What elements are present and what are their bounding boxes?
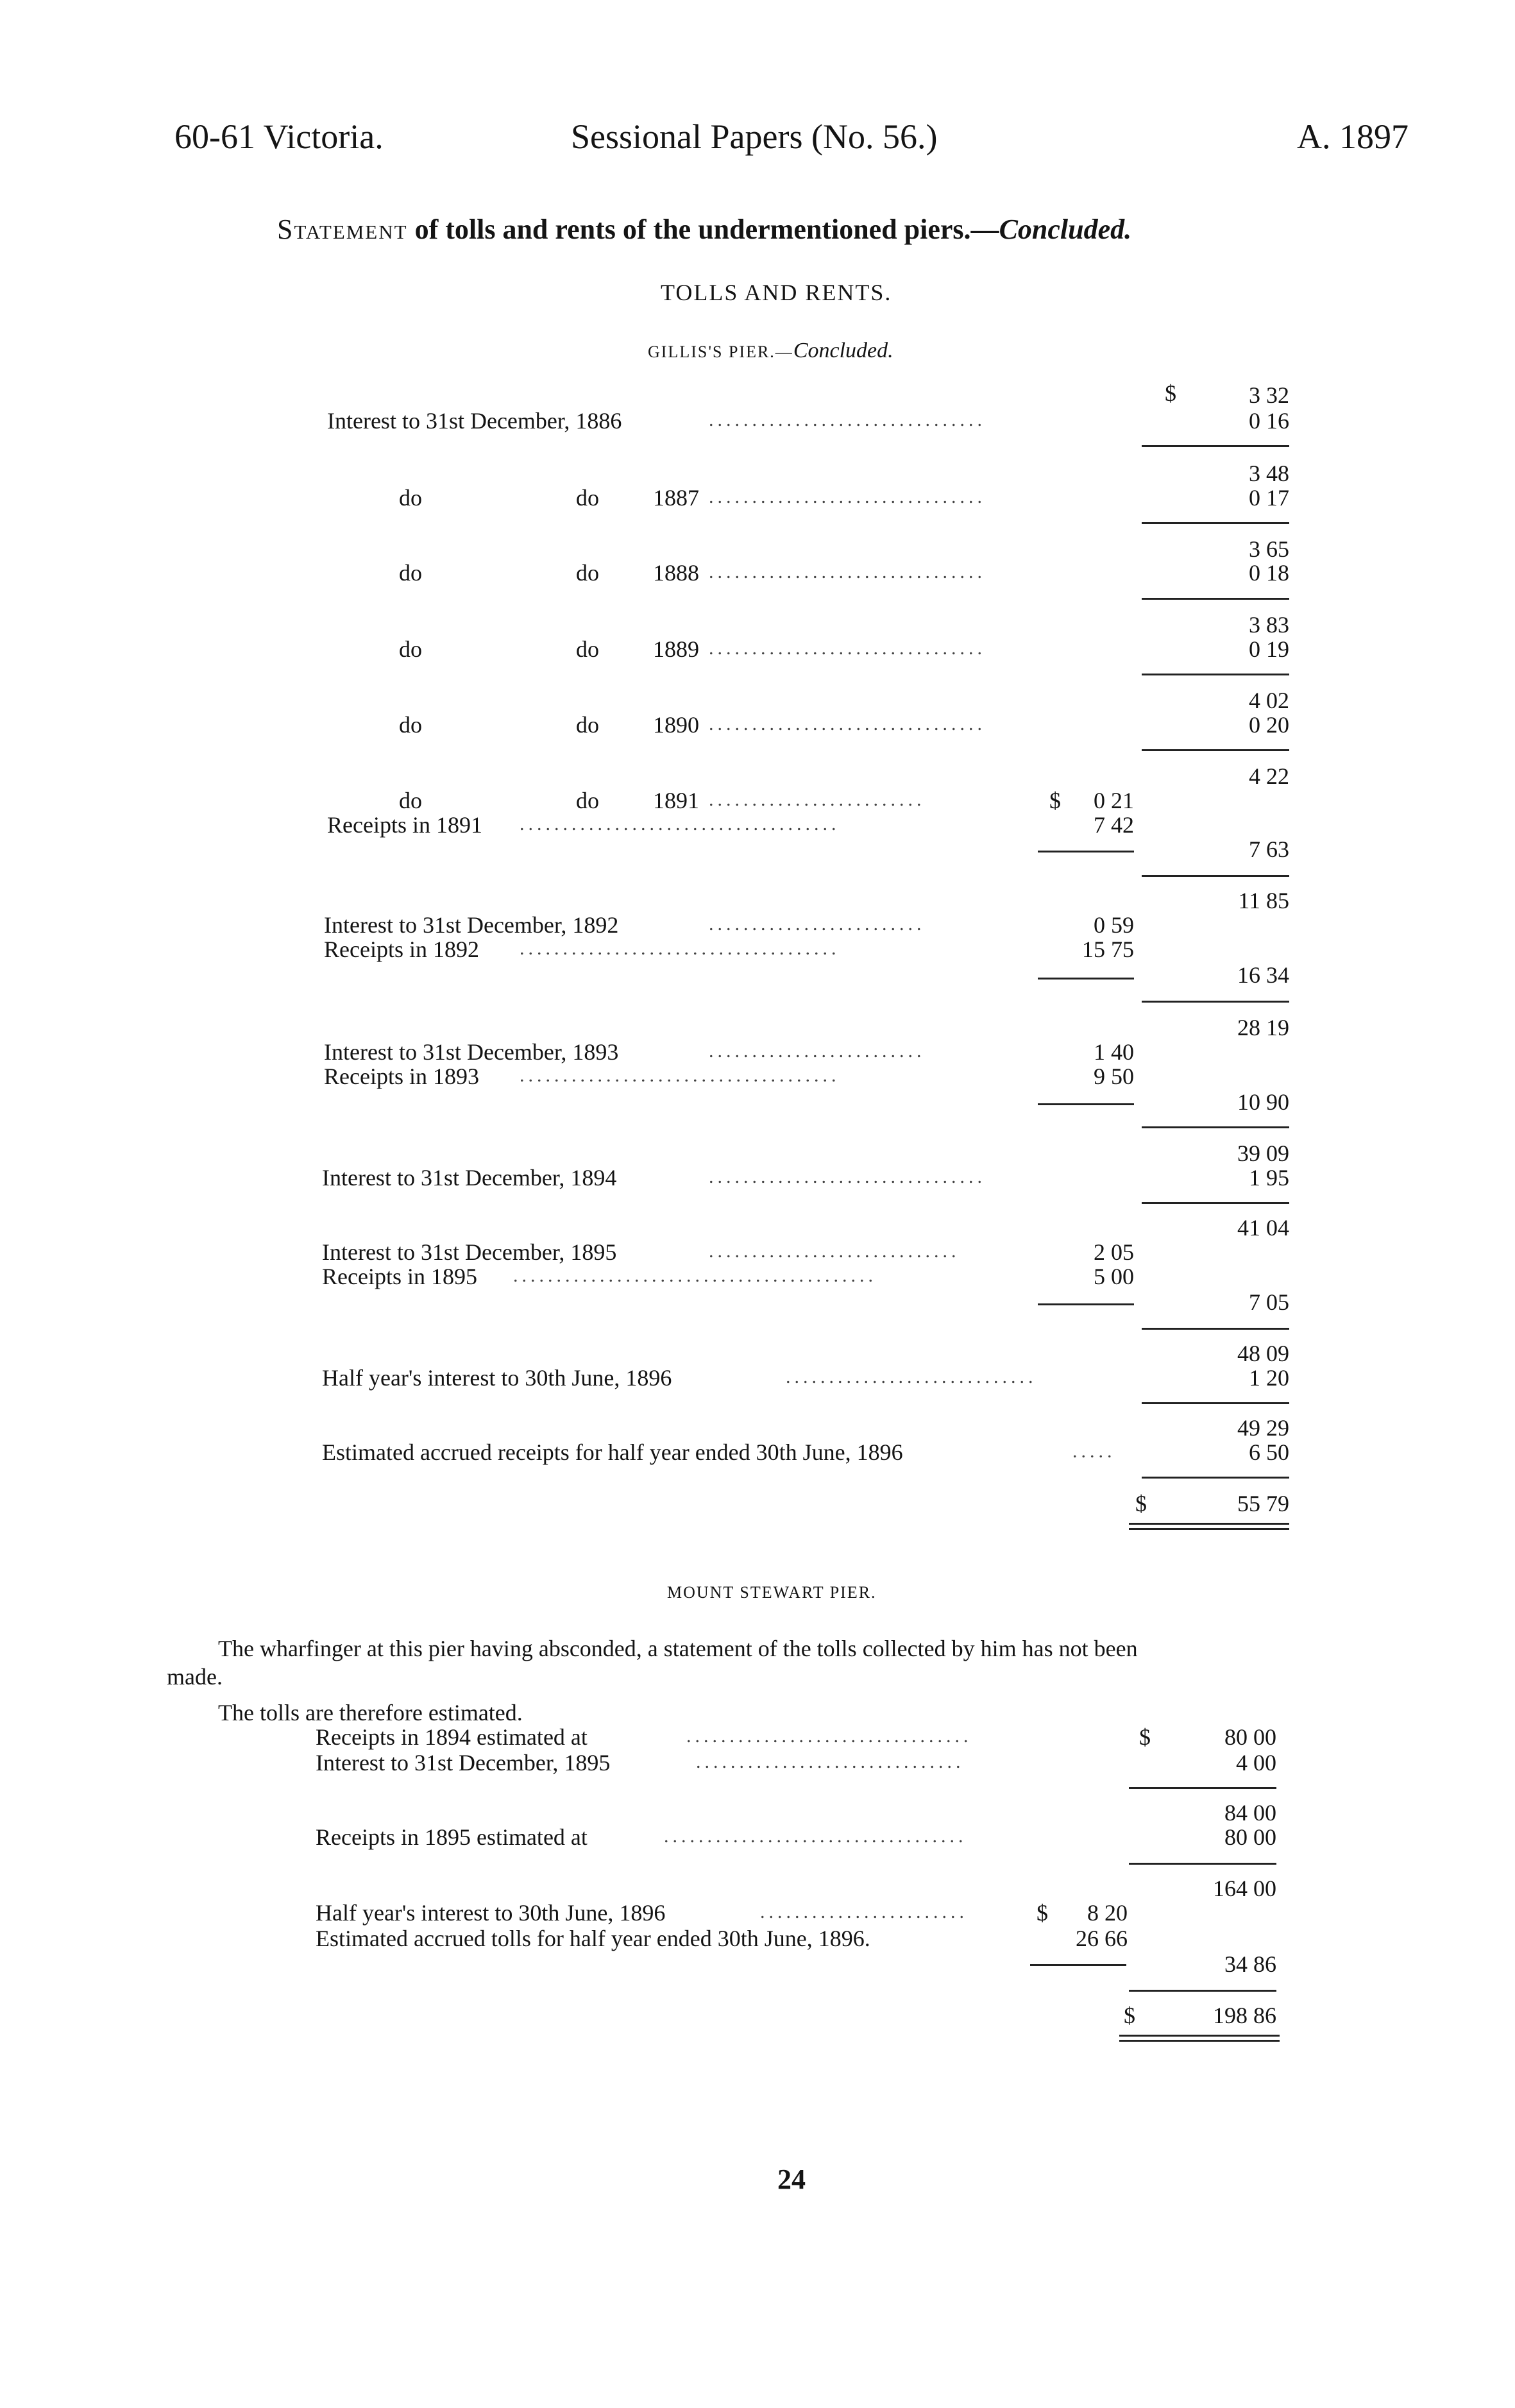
ditto-a: do	[399, 788, 422, 813]
rule	[1142, 1402, 1289, 1404]
leader-dots: .........................	[709, 789, 926, 810]
row-label: Half year's interest to 30th June, 1896	[316, 1900, 666, 1926]
currency-symbol: $	[1037, 1900, 1048, 1926]
group-sum: 7 05	[1249, 1289, 1289, 1315]
header-center: Sessional Papers (No. 56.)	[571, 117, 938, 156]
rule	[1142, 598, 1289, 600]
title-lead: Statement	[277, 214, 408, 245]
header-right: A. 1897	[1297, 117, 1409, 156]
row-value: 1 20	[1249, 1365, 1289, 1391]
paragraph: The wharfinger at this pier having absconded, a statement of the tolls collected by him has not been	[218, 1636, 1138, 1661]
row-value: 1 95	[1249, 1165, 1289, 1191]
group-sum: 10 90	[1237, 1089, 1289, 1115]
row-label: Interest to 31st December, 1895	[322, 1239, 617, 1265]
row-value: 0 20	[1249, 712, 1289, 738]
currency-symbol: $	[1124, 2003, 1135, 2028]
row-label: Estimated accrued tolls for half year ended 30th June, 1896.	[316, 1926, 870, 1951]
rule	[1142, 1328, 1289, 1330]
currency-symbol: $	[1135, 1491, 1147, 1516]
ditto-a: do	[399, 636, 422, 662]
leader-dots: ...............................	[696, 1751, 965, 1772]
title-emph: Concluded.	[999, 214, 1132, 245]
row-value: 0 19	[1249, 636, 1289, 662]
double-rule	[1119, 2035, 1280, 2042]
leader-dots: .........................	[709, 1040, 926, 1062]
gillis-heading: GILLIS'S PIER.—Concluded.	[648, 339, 893, 362]
inner-value: 8 20	[1087, 1900, 1128, 1926]
leader-dots: .............................	[709, 1241, 960, 1262]
leader-dots: .............................	[786, 1366, 1037, 1387]
ditto-b: do	[576, 636, 599, 662]
ditto-b: do	[576, 788, 599, 813]
row-label: Interest to 31st December, 1893	[324, 1039, 619, 1065]
section-subtitle: TOLLS AND RENTS.	[661, 280, 892, 305]
row-label: Receipts in 1893	[324, 1064, 479, 1089]
row-label: Interest to 31st December, 1894	[322, 1165, 617, 1191]
leader-dots: ................................	[709, 486, 986, 507]
ditto-a: do	[399, 485, 422, 511]
double-rule	[1129, 1523, 1289, 1530]
leader-dots: ................................	[709, 638, 986, 659]
ditto-b: do	[576, 560, 599, 586]
row-year: 1888	[653, 560, 699, 586]
rule	[1142, 1202, 1289, 1204]
leader-dots: ................................	[709, 1166, 986, 1187]
row-label: Receipts in 1895 estimated at	[316, 1824, 588, 1850]
gillis-total: 55 79	[1237, 1491, 1289, 1516]
leader-dots: .....	[1072, 1441, 1116, 1462]
page-title	[277, 216, 1131, 244]
row-balance: 3 65	[1249, 536, 1289, 562]
row-year: 1890	[653, 712, 699, 738]
row-value: 80 00	[1224, 1824, 1276, 1850]
inner-value: 15 75	[1082, 937, 1134, 962]
row-value: 4 00	[1236, 1750, 1276, 1776]
row-label: Estimated accrued receipts for half year ended 30th June, 1896	[322, 1439, 903, 1465]
leader-dots: .........................	[709, 913, 926, 935]
ditto-a: do	[399, 712, 422, 738]
leader-dots: ................................	[709, 409, 986, 430]
rule	[1142, 674, 1289, 675]
row-year: 1891	[653, 788, 699, 813]
row-value: 0 18	[1249, 560, 1289, 586]
inner-value: 2 05	[1094, 1239, 1134, 1265]
leader-dots: .....................................	[520, 813, 840, 835]
row-label: Interest to 31st December, 1892	[324, 912, 619, 938]
rule	[1142, 522, 1289, 524]
rule	[1038, 1103, 1134, 1105]
rule	[1129, 1787, 1276, 1789]
currency-symbol: $	[1165, 380, 1176, 406]
mount-stewart-heading: MOUNT STEWART PIER.	[667, 1583, 877, 1602]
rule	[1129, 1863, 1276, 1865]
currency-symbol: $	[1139, 1724, 1151, 1750]
leader-dots: ........................	[760, 1901, 968, 1922]
row-label: Receipts in 1891	[327, 812, 482, 838]
group-sum: 34 86	[1224, 1951, 1276, 1977]
rule	[1142, 1001, 1289, 1003]
rule	[1129, 1990, 1276, 1992]
paragraph: The tolls are therefore estimated.	[218, 1700, 523, 1725]
row-label: Receipts in 1894 estimated at	[316, 1724, 588, 1750]
row-label: Interest to 31st December, 1886	[327, 408, 622, 434]
row-balance: 11 85	[1238, 888, 1289, 913]
rule	[1038, 978, 1134, 979]
rule	[1030, 1964, 1126, 1966]
row-balance: 39 09	[1237, 1140, 1289, 1166]
inner-value: 5 00	[1094, 1264, 1134, 1289]
ditto-b: do	[576, 485, 599, 511]
page-number: 24	[777, 2164, 806, 2195]
leader-dots: ................................	[709, 713, 986, 734]
rule	[1142, 445, 1289, 447]
row-balance: 41 04	[1237, 1215, 1289, 1241]
inner-value: 7 42	[1094, 812, 1134, 838]
group-sum: 16 34	[1237, 962, 1289, 988]
row-year: 1887	[653, 485, 699, 511]
rule	[1038, 1303, 1134, 1305]
rule	[1142, 749, 1289, 751]
row-label: Receipts in 1895	[322, 1264, 477, 1289]
inner-value: 26 66	[1076, 1926, 1128, 1951]
row-year: 1889	[653, 636, 699, 662]
row-value: 6 50	[1249, 1439, 1289, 1465]
row-balance: 28 19	[1237, 1015, 1289, 1040]
group-sum: 7 63	[1249, 836, 1289, 862]
row-balance: 48 09	[1237, 1341, 1289, 1366]
subtotal: 84 00	[1224, 1800, 1276, 1826]
inner-value: 0 21	[1094, 788, 1134, 813]
rule	[1142, 1477, 1289, 1479]
ditto-a: do	[399, 560, 422, 586]
row-value: 80 00	[1224, 1724, 1276, 1750]
mount-stewart-total: 198 86	[1213, 2003, 1276, 2028]
row-label: Receipts in 1892	[324, 937, 479, 962]
inner-value: 9 50	[1094, 1064, 1134, 1089]
paragraph: made.	[167, 1664, 223, 1690]
leader-dots: ..........................................	[513, 1265, 877, 1286]
row-label: Interest to 31st December, 1895	[316, 1750, 611, 1776]
leader-dots: ...................................	[664, 1826, 967, 1847]
inner-value: 0 59	[1094, 912, 1134, 938]
row-balance: 4 02	[1249, 688, 1289, 713]
leader-dots: .................................	[686, 1725, 972, 1747]
row-balance: 3 48	[1249, 461, 1289, 486]
rule	[1038, 851, 1134, 852]
row-balance: 4 22	[1249, 763, 1289, 789]
title-body: of tolls and rents of the undermentioned piers.—	[414, 214, 999, 245]
leader-dots: .....................................	[520, 938, 840, 959]
header-left: 60-61 Victoria.	[174, 117, 384, 156]
currency-symbol: $	[1049, 788, 1061, 813]
row-value: 0 16	[1249, 408, 1289, 434]
row-label: Half year's interest to 30th June, 1896	[322, 1365, 672, 1391]
leader-dots: .....................................	[520, 1065, 840, 1086]
row-value: 0 17	[1249, 485, 1289, 511]
row-balance: 3 83	[1249, 612, 1289, 638]
leader-dots: ................................	[709, 561, 986, 582]
ditto-b: do	[576, 712, 599, 738]
subtotal: 164 00	[1213, 1876, 1276, 1901]
inner-value: 1 40	[1094, 1039, 1134, 1065]
rule	[1142, 875, 1289, 877]
rule	[1142, 1126, 1289, 1128]
opening-balance: 3 32	[1249, 382, 1289, 408]
row-balance: 49 29	[1237, 1415, 1289, 1441]
